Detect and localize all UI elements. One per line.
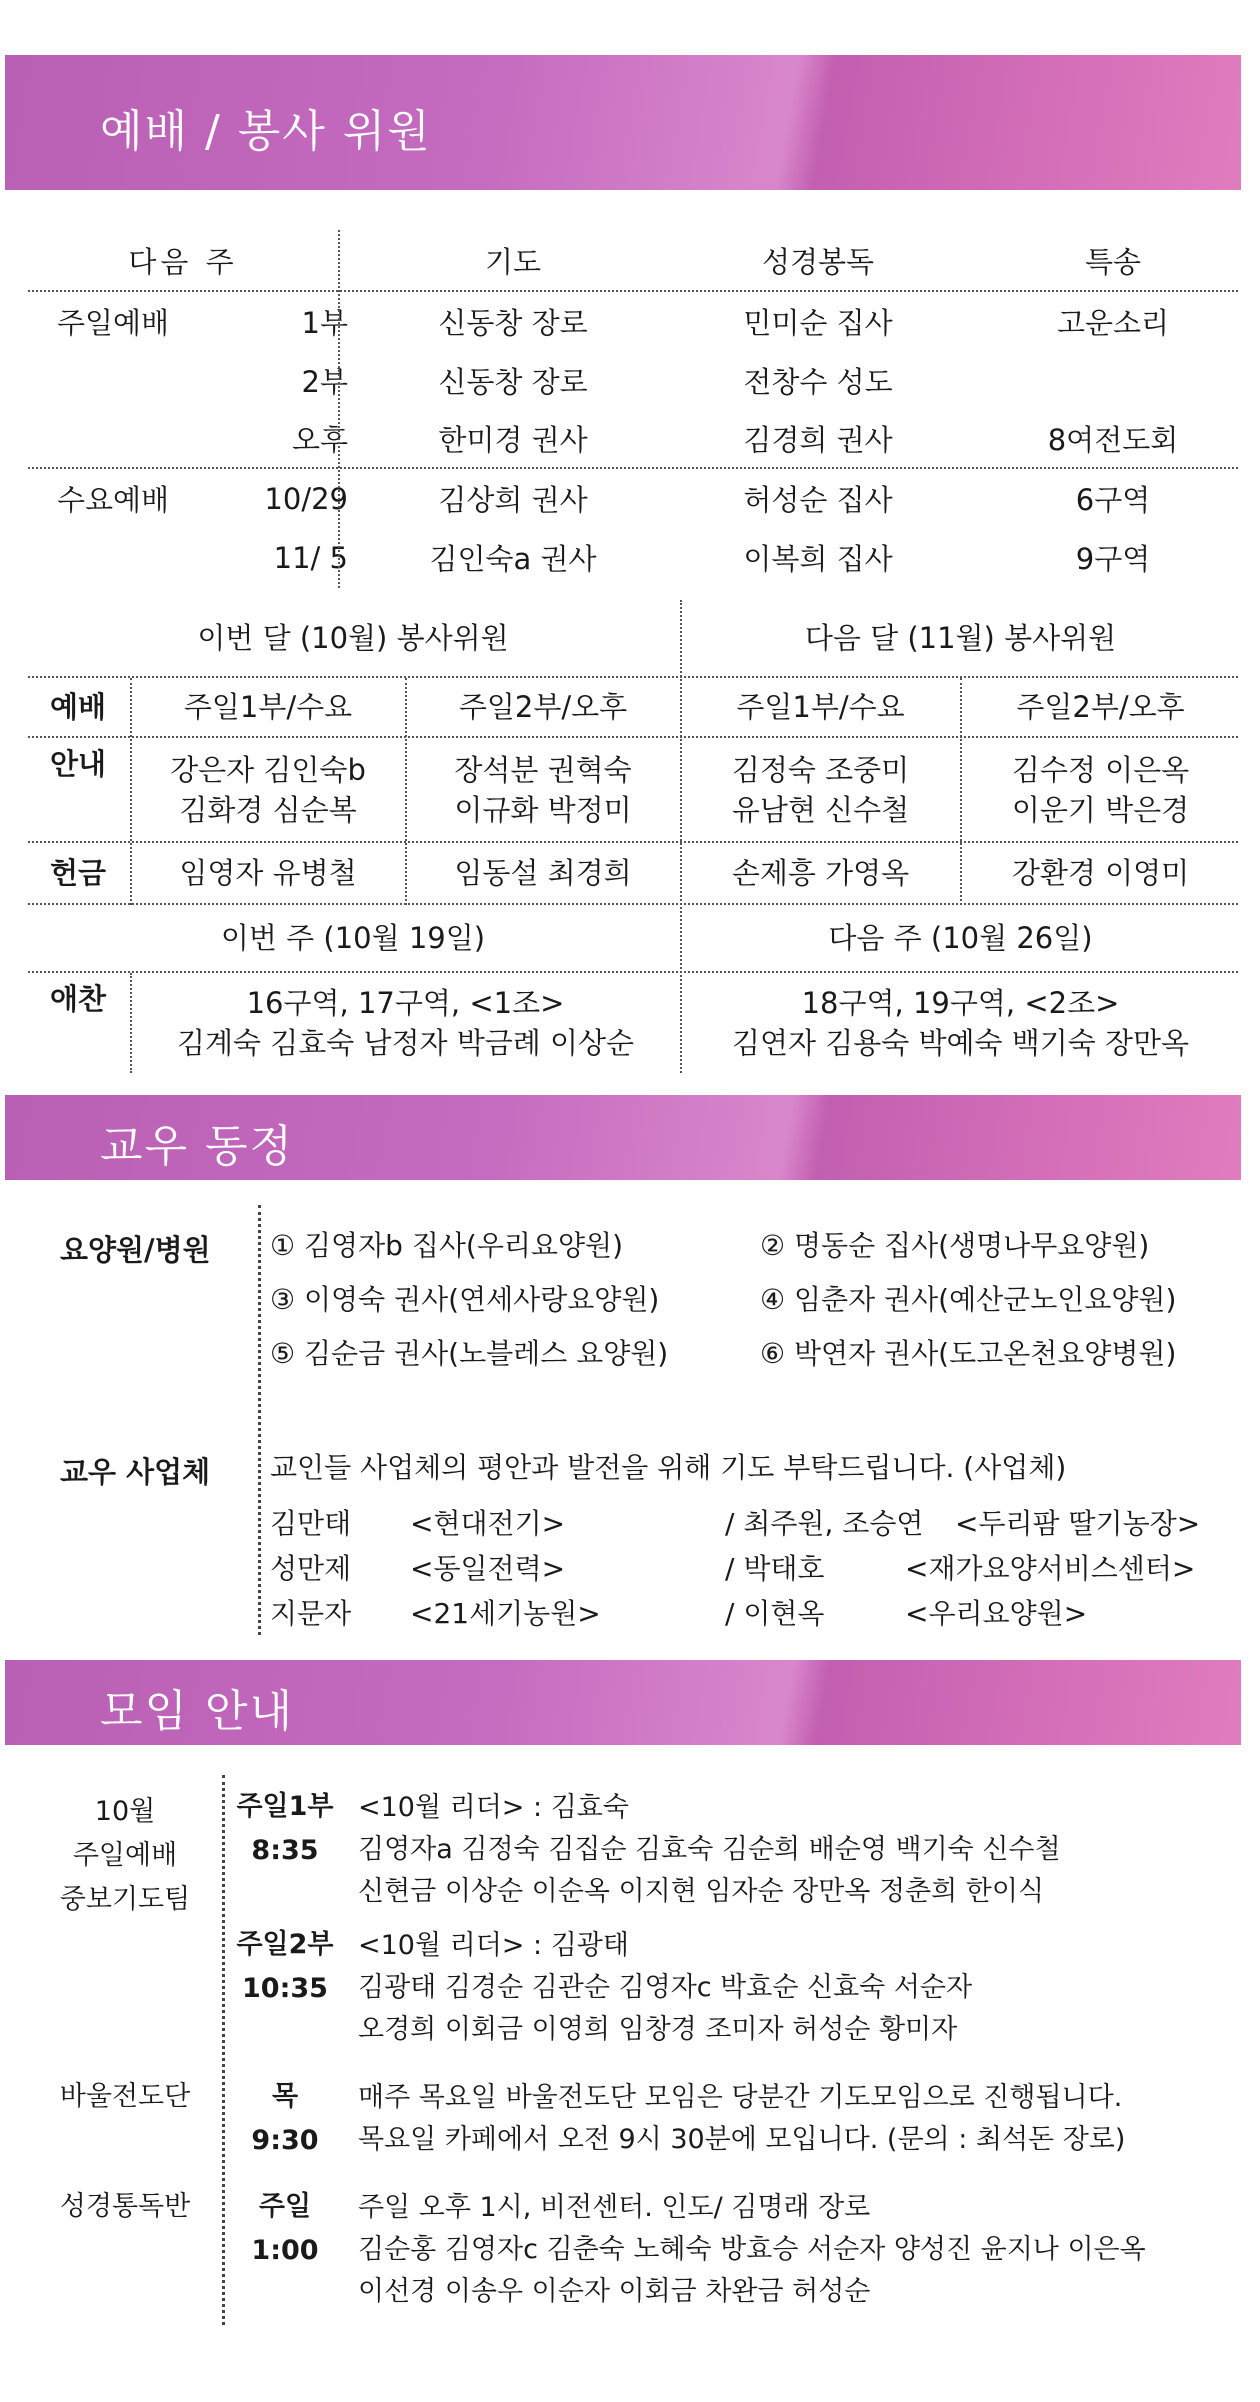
reading-name: 민미순 집사 [743, 306, 893, 340]
special-name [988, 351, 1238, 410]
choir-row [28, 973, 1238, 1073]
special-name: 9구역 [1075, 542, 1151, 576]
reading-name: 이복희 집사 [743, 542, 893, 576]
meeting-time [230, 2075, 340, 2163]
reading-name: 허성순 집사 [743, 483, 893, 517]
meeting-line: 주일 오후 1시, 비전센터. 인도/ 김명래 장로 [358, 2192, 871, 2223]
offering-name: 손제흥 가영옥 [731, 856, 910, 890]
choir-groups: 16구역, 17구역, <1조> [246, 986, 565, 1020]
table-row [28, 292, 1238, 351]
offering-row [28, 843, 1238, 905]
service-sub: 11/ 5 [273, 540, 348, 575]
header-next-week: 다음 주 [128, 244, 238, 279]
choir-label: 애찬 [49, 982, 107, 1016]
hospital-item: ② 명동순 집사(생명나무요양원) [760, 1229, 1150, 1262]
section-banner-visitation [5, 1095, 1241, 1180]
meeting-label: 성경통독반 [59, 2191, 191, 2222]
section-title: 모임 안내 [100, 1686, 295, 1737]
meeting-line: 김순홍 김영자c 김춘숙 노혜숙 방효승 서순자 양성진 윤지나 이은옥 [358, 2234, 1146, 2265]
divider [680, 600, 682, 1073]
meeting-label [30, 1790, 220, 1922]
meeting-line: 매주 목요일 바울전도단 모임은 당분간 기도모임으로 진행됩니다. [358, 2082, 1123, 2113]
guide-name: 이운기 박은경 [1011, 792, 1190, 827]
business-name: <21세기농원> [410, 1597, 601, 1630]
guide-name: 김수정 이은옥 [1011, 752, 1190, 787]
section-title: 예배 / 봉사 위원 [100, 106, 432, 157]
choir-groups: 18구역, 19구역, <2조> [801, 986, 1120, 1020]
meeting-day: 주일1부 [236, 1791, 334, 1822]
sunday-label: 주일예배 [56, 306, 170, 340]
column-header-row [28, 678, 1238, 738]
offering-name: 강환경 이영미 [1011, 856, 1190, 890]
table-row [28, 351, 1238, 410]
choir-names: 김계숙 김효숙 남정자 박금례 이상순 [176, 1026, 635, 1060]
hospital-item: ① 김영자b 집사(우리요양원) [270, 1229, 624, 1262]
meeting-label-line: 주일예배 [72, 1840, 178, 1871]
col-header: 주일1부/수요 [183, 690, 353, 724]
this-week-title: 이번 주 (10월 19일) [220, 921, 486, 955]
business-name: <우리요양원> [905, 1597, 1088, 1630]
business-name: <동일전력> [410, 1552, 566, 1585]
service-sub: 오후 [291, 423, 348, 457]
guide-label: 안내 [49, 747, 107, 781]
section-banner-worship [5, 55, 1241, 190]
header-prayer: 기도 [484, 244, 542, 279]
divider [338, 230, 340, 588]
divider [130, 678, 132, 905]
meeting-details [358, 2077, 1125, 2161]
section-title: 교우 동정 [100, 1121, 295, 1172]
meeting-line: <10월 리더> : 김효숙 [358, 1792, 629, 1823]
week-header-row [28, 905, 1238, 973]
business-name: <두리팜 딸기농장> [955, 1507, 1201, 1540]
divider [130, 973, 132, 1073]
guide-name: 김정숙 조중미 [731, 752, 910, 787]
meeting-line: 이선경 이송우 이순자 이회금 차완금 허성순 [358, 2276, 871, 2307]
divider [258, 1205, 261, 1635]
header-reading: 성경봉독 [761, 244, 875, 279]
divider [222, 1775, 225, 2325]
table-header-row [28, 230, 1238, 292]
service-sub: 1부 [301, 306, 348, 340]
table-row [28, 528, 1238, 587]
meeting-time [230, 1785, 340, 1873]
prayer-name: 신동창 장로 [438, 365, 588, 399]
meeting-time [230, 2185, 340, 2273]
meeting-line: 김영자a 김정숙 김집순 김효숙 김순희 배순영 백기숙 신수철 [358, 1834, 1061, 1865]
meeting-time-value: 9:30 [251, 2125, 319, 2156]
meeting-label: 바울전도단 [59, 2081, 191, 2112]
business-owner: 지문자 [270, 1597, 352, 1630]
business-intro: 교인들 사업체의 평안과 발전을 위해 기도 부탁드립니다. (사업체) [270, 1451, 1067, 1484]
wednesday-label: 수요예배 [56, 483, 170, 517]
special-name: 6구역 [1075, 483, 1151, 517]
worship-schedule-table [28, 230, 1238, 587]
month-header-row [28, 600, 1238, 678]
guide-row [28, 738, 1238, 843]
meeting-time-value: 1:00 [251, 2235, 319, 2266]
hospital-label: 요양원/병원 [60, 1233, 211, 1267]
guide-name: 장석분 권혁숙 [454, 752, 632, 787]
business-owner: / 최주원, 조승연 [725, 1507, 924, 1540]
meeting-time-value: 8:35 [251, 1835, 319, 1866]
next-month-title: 다음 달 (11월) 봉사위원 [804, 621, 1117, 655]
hospital-item: ③ 이영숙 권사(연세사랑요양원) [270, 1283, 660, 1316]
meeting-line: 김광태 김경순 김관순 김영자c 박효순 신효숙 서순자 [358, 1972, 973, 2003]
hospital-item: ④ 임춘자 권사(예산군노인요양원) [760, 1283, 1177, 1316]
guide-name: 유남현 신수철 [731, 792, 910, 827]
meeting-label-line: 10월 [94, 1796, 156, 1827]
meeting-day: 주일 [258, 2191, 312, 2222]
meeting-time [230, 1923, 340, 2011]
prayer-name: 김상희 권사 [438, 483, 588, 517]
next-week-title: 다음 주 (10월 26일) [828, 921, 1093, 955]
prayer-name: 한미경 권사 [438, 423, 588, 457]
hospital-item: ⑤ 김순금 권사(노블레스 요양원) [270, 1337, 669, 1370]
service-sub: 2부 [301, 365, 348, 399]
meeting-details [358, 1787, 1061, 1913]
business-owner: / 박태호 [725, 1552, 825, 1585]
table-row [28, 469, 1238, 528]
meeting-line: 목요일 카페에서 오전 9시 30분에 모입니다. (문의 : 최석돈 장로) [358, 2124, 1126, 2155]
volunteer-table [28, 600, 1238, 1073]
col-label: 예배 [49, 690, 107, 724]
prayer-name: 신동창 장로 [438, 306, 588, 340]
meeting-line: 신현금 이상순 이순옥 이지현 임자순 장만옥 정춘희 한이식 [358, 1876, 1045, 1907]
offering-name: 임영자 유병철 [179, 856, 357, 890]
meeting-details [358, 1925, 972, 2051]
guide-name: 강은자 김인숙b [170, 752, 366, 787]
special-name: 고운소리 [1056, 306, 1170, 340]
meeting-day: 주일2부 [236, 1929, 334, 1960]
business-name: <현대전기> [410, 1507, 566, 1540]
business-label: 교우 사업체 [60, 1455, 211, 1489]
meeting-line: <10월 리더> : 김광태 [358, 1930, 629, 1961]
business-owner: / 이현옥 [725, 1597, 825, 1630]
business-name: <재가요양서비스센터> [905, 1552, 1196, 1585]
offering-label: 헌금 [49, 856, 107, 890]
offering-name: 임동설 최경희 [454, 856, 632, 890]
divider [405, 678, 407, 905]
meeting-details [358, 2187, 1146, 2313]
col-header: 주일1부/수요 [736, 690, 905, 724]
col-header: 주일2부/오후 [458, 690, 628, 724]
meeting-day: 목 [271, 2081, 299, 2112]
prayer-name: 김인숙a 권사 [429, 542, 597, 576]
hospital-item: ⑥ 박연자 권사(도고온천요양병원) [760, 1337, 1177, 1370]
header-special: 특송 [1084, 244, 1142, 279]
divider [960, 678, 962, 905]
meeting-line: 오경희 이회금 이영희 임창경 조미자 허성순 황미자 [358, 2014, 958, 2045]
reading-name: 전창수 성도 [743, 365, 893, 399]
this-month-title: 이번 달 (10월) 봉사위원 [197, 621, 509, 655]
business-owner: 성만제 [270, 1552, 352, 1585]
service-sub: 10/29 [264, 481, 348, 516]
special-name: 8여전도회 [1047, 423, 1179, 457]
choir-names: 김연자 김용숙 박예숙 백기숙 장만옥 [731, 1026, 1190, 1060]
business-owner: 김만태 [270, 1507, 352, 1540]
guide-name: 김화경 심순복 [179, 792, 357, 827]
meeting-time-value: 10:35 [242, 1973, 328, 2004]
col-header: 주일2부/오후 [1016, 690, 1185, 724]
section-banner-meetings [5, 1660, 1241, 1745]
meeting-label-line: 중보기도팀 [59, 1884, 191, 1915]
table-row [28, 410, 1238, 469]
reading-name: 김경희 권사 [743, 423, 893, 457]
guide-name: 이규화 박정미 [454, 792, 632, 827]
